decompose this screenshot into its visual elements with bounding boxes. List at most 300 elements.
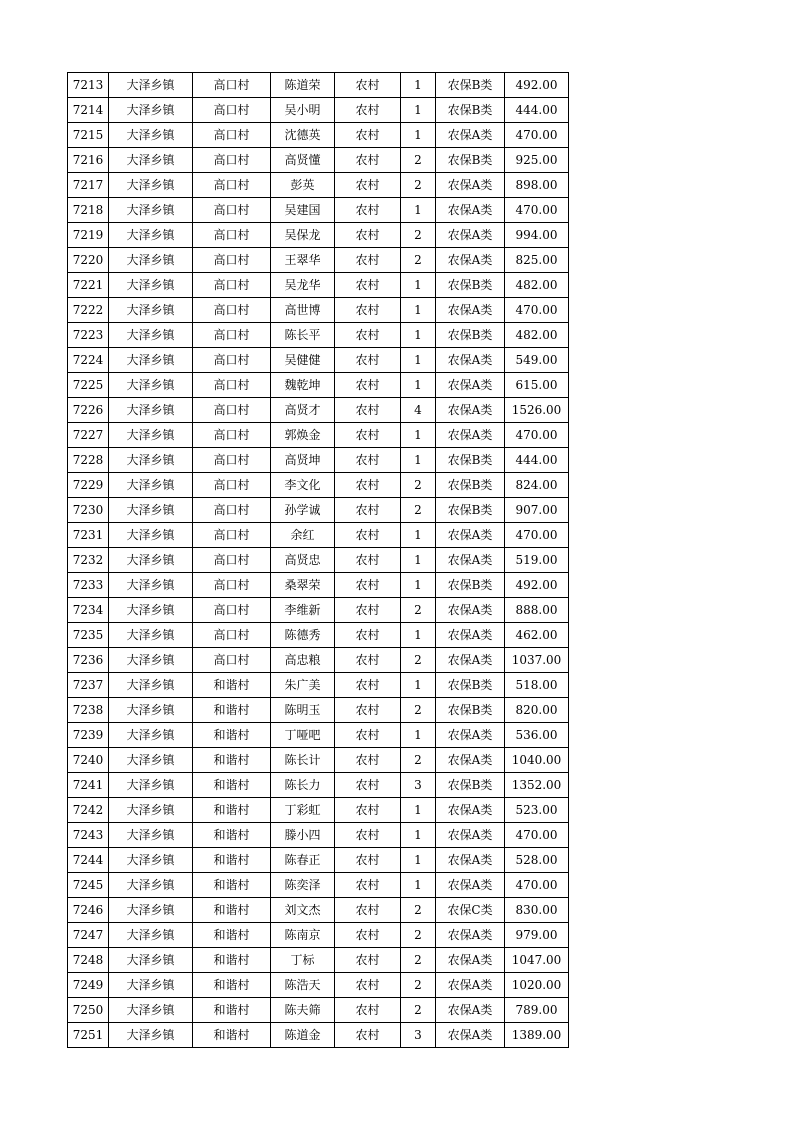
cell-amount: 1389.00 [505, 1023, 569, 1048]
table-row [68, 748, 569, 773]
cell-count: 1 [401, 573, 436, 598]
cell-count: 1 [401, 673, 436, 698]
cell-category: 农保B类 [436, 698, 505, 723]
cell-category: 农保A类 [436, 723, 505, 748]
cell-id: 7221 [68, 273, 109, 298]
cell-town: 大泽乡镇 [109, 223, 193, 248]
cell-amount: 1037.00 [505, 648, 569, 673]
cell-town: 大泽乡镇 [109, 148, 193, 173]
cell-id: 7220 [68, 248, 109, 273]
cell-amount: 470.00 [505, 823, 569, 848]
cell-count: 1 [401, 423, 436, 448]
cell-id: 7234 [68, 598, 109, 623]
cell-town: 大泽乡镇 [109, 798, 193, 823]
cell-name: 吴建国 [271, 198, 335, 223]
cell-town: 大泽乡镇 [109, 573, 193, 598]
cell-amount: 1040.00 [505, 748, 569, 773]
cell-name: 陈德秀 [271, 623, 335, 648]
cell-count: 1 [401, 198, 436, 223]
table-row [68, 873, 569, 898]
cell-category: 农保A类 [436, 173, 505, 198]
cell-amount: 470.00 [505, 523, 569, 548]
cell-name: 高贤懂 [271, 148, 335, 173]
cell-count: 2 [401, 948, 436, 973]
cell-count: 2 [401, 998, 436, 1023]
cell-type: 农村 [335, 748, 401, 773]
table-row [68, 948, 569, 973]
cell-name: 刘文杰 [271, 898, 335, 923]
cell-count: 2 [401, 898, 436, 923]
cell-amount: 482.00 [505, 323, 569, 348]
cell-village: 高口村 [193, 473, 271, 498]
cell-category: 农保A类 [436, 398, 505, 423]
cell-type: 农村 [335, 723, 401, 748]
cell-id: 7215 [68, 123, 109, 148]
cell-town: 大泽乡镇 [109, 648, 193, 673]
cell-id: 7218 [68, 198, 109, 223]
cell-amount: 492.00 [505, 73, 569, 98]
cell-name: 陈长计 [271, 748, 335, 773]
cell-name: 陈春正 [271, 848, 335, 873]
cell-town: 大泽乡镇 [109, 823, 193, 848]
cell-amount: 615.00 [505, 373, 569, 398]
cell-village: 高口村 [193, 548, 271, 573]
cell-category: 农保B类 [436, 148, 505, 173]
cell-name: 朱广美 [271, 673, 335, 698]
cell-town: 大泽乡镇 [109, 598, 193, 623]
cell-id: 7243 [68, 823, 109, 848]
cell-category: 农保C类 [436, 898, 505, 923]
cell-category: 农保B类 [436, 273, 505, 298]
cell-type: 农村 [335, 823, 401, 848]
cell-name: 李维新 [271, 598, 335, 623]
cell-type: 农村 [335, 498, 401, 523]
cell-amount: 444.00 [505, 448, 569, 473]
cell-town: 大泽乡镇 [109, 123, 193, 148]
cell-type: 农村 [335, 1023, 401, 1048]
table-row [68, 98, 569, 123]
cell-village: 高口村 [193, 423, 271, 448]
cell-count: 1 [401, 873, 436, 898]
cell-amount: 820.00 [505, 698, 569, 723]
cell-id: 7219 [68, 223, 109, 248]
cell-count: 1 [401, 798, 436, 823]
cell-village: 和谐村 [193, 773, 271, 798]
cell-type: 农村 [335, 448, 401, 473]
cell-amount: 523.00 [505, 798, 569, 823]
cell-name: 陈长力 [271, 773, 335, 798]
cell-count: 1 [401, 323, 436, 348]
cell-id: 7247 [68, 923, 109, 948]
table-row [68, 398, 569, 423]
cell-id: 7241 [68, 773, 109, 798]
cell-type: 农村 [335, 573, 401, 598]
cell-type: 农村 [335, 423, 401, 448]
cell-village: 和谐村 [193, 748, 271, 773]
cell-count: 4 [401, 398, 436, 423]
table-row [68, 598, 569, 623]
cell-type: 农村 [335, 198, 401, 223]
cell-town: 大泽乡镇 [109, 723, 193, 748]
cell-village: 高口村 [193, 73, 271, 98]
cell-name: 陈夫筛 [271, 998, 335, 1023]
cell-amount: 462.00 [505, 623, 569, 648]
cell-category: 农保B类 [436, 323, 505, 348]
cell-category: 农保A类 [436, 598, 505, 623]
cell-town: 大泽乡镇 [109, 1023, 193, 1048]
cell-type: 农村 [335, 773, 401, 798]
cell-count: 3 [401, 1023, 436, 1048]
cell-category: 农保B类 [436, 473, 505, 498]
cell-town: 大泽乡镇 [109, 298, 193, 323]
table-row [68, 423, 569, 448]
cell-town: 大泽乡镇 [109, 248, 193, 273]
cell-type: 农村 [335, 273, 401, 298]
cell-amount: 482.00 [505, 273, 569, 298]
cell-village: 和谐村 [193, 948, 271, 973]
table-row [68, 723, 569, 748]
cell-id: 7238 [68, 698, 109, 723]
table-row [68, 648, 569, 673]
cell-name: 陈明玉 [271, 698, 335, 723]
cell-type: 农村 [335, 798, 401, 823]
cell-type: 农村 [335, 323, 401, 348]
cell-town: 大泽乡镇 [109, 523, 193, 548]
cell-type: 农村 [335, 223, 401, 248]
cell-amount: 518.00 [505, 673, 569, 698]
cell-category: 农保A类 [436, 548, 505, 573]
cell-count: 2 [401, 248, 436, 273]
cell-category: 农保B类 [436, 773, 505, 798]
table-row [68, 373, 569, 398]
cell-village: 高口村 [193, 498, 271, 523]
cell-name: 陈道荣 [271, 73, 335, 98]
cell-category: 农保A类 [436, 348, 505, 373]
cell-count: 2 [401, 748, 436, 773]
cell-town: 大泽乡镇 [109, 98, 193, 123]
cell-type: 农村 [335, 898, 401, 923]
cell-category: 农保A类 [436, 298, 505, 323]
cell-amount: 824.00 [505, 473, 569, 498]
cell-village: 高口村 [193, 98, 271, 123]
cell-type: 农村 [335, 673, 401, 698]
cell-category: 农保A类 [436, 423, 505, 448]
cell-amount: 470.00 [505, 423, 569, 448]
cell-count: 2 [401, 173, 436, 198]
cell-name: 孙学诚 [271, 498, 335, 523]
cell-type: 农村 [335, 923, 401, 948]
cell-name: 吴小明 [271, 98, 335, 123]
cell-name: 吴健健 [271, 348, 335, 373]
cell-count: 2 [401, 148, 436, 173]
cell-name: 高忠粮 [271, 648, 335, 673]
cell-type: 农村 [335, 973, 401, 998]
cell-village: 高口村 [193, 523, 271, 548]
cell-count: 1 [401, 448, 436, 473]
cell-id: 7244 [68, 848, 109, 873]
cell-amount: 549.00 [505, 348, 569, 373]
cell-name: 沈德英 [271, 123, 335, 148]
cell-village: 和谐村 [193, 973, 271, 998]
cell-village: 和谐村 [193, 923, 271, 948]
cell-amount: 492.00 [505, 573, 569, 598]
cell-category: 农保B类 [436, 498, 505, 523]
cell-name: 王翠华 [271, 248, 335, 273]
table-row [68, 73, 569, 98]
cell-category: 农保A类 [436, 848, 505, 873]
cell-id: 7216 [68, 148, 109, 173]
cell-town: 大泽乡镇 [109, 73, 193, 98]
cell-id: 7245 [68, 873, 109, 898]
cell-village: 高口村 [193, 123, 271, 148]
cell-count: 1 [401, 823, 436, 848]
cell-id: 7251 [68, 1023, 109, 1048]
table-row [68, 973, 569, 998]
cell-town: 大泽乡镇 [109, 698, 193, 723]
cell-id: 7214 [68, 98, 109, 123]
table-row [68, 548, 569, 573]
cell-category: 农保A类 [436, 923, 505, 948]
cell-category: 农保A类 [436, 973, 505, 998]
cell-type: 农村 [335, 73, 401, 98]
cell-category: 农保A类 [436, 798, 505, 823]
table-row [68, 323, 569, 348]
table-row [68, 273, 569, 298]
cell-type: 农村 [335, 523, 401, 548]
cell-count: 1 [401, 523, 436, 548]
cell-name: 高贤忠 [271, 548, 335, 573]
cell-amount: 979.00 [505, 923, 569, 948]
cell-name: 高贤才 [271, 398, 335, 423]
cell-town: 大泽乡镇 [109, 273, 193, 298]
cell-amount: 1020.00 [505, 973, 569, 998]
cell-category: 农保A类 [436, 523, 505, 548]
table-row [68, 773, 569, 798]
cell-amount: 907.00 [505, 498, 569, 523]
cell-town: 大泽乡镇 [109, 373, 193, 398]
cell-village: 高口村 [193, 648, 271, 673]
cell-village: 和谐村 [193, 673, 271, 698]
cell-village: 和谐村 [193, 848, 271, 873]
cell-name: 吴龙华 [271, 273, 335, 298]
cell-type: 农村 [335, 848, 401, 873]
cell-type: 农村 [335, 873, 401, 898]
cell-category: 农保B类 [436, 448, 505, 473]
cell-town: 大泽乡镇 [109, 898, 193, 923]
cell-type: 农村 [335, 698, 401, 723]
cell-name: 陈浩天 [271, 973, 335, 998]
cell-village: 高口村 [193, 198, 271, 223]
cell-count: 1 [401, 548, 436, 573]
cell-count: 2 [401, 598, 436, 623]
cell-type: 农村 [335, 548, 401, 573]
cell-village: 和谐村 [193, 823, 271, 848]
cell-name: 魏乾坤 [271, 373, 335, 398]
cell-count: 1 [401, 123, 436, 148]
cell-amount: 1352.00 [505, 773, 569, 798]
cell-category: 农保A类 [436, 948, 505, 973]
cell-town: 大泽乡镇 [109, 998, 193, 1023]
cell-name: 吴保龙 [271, 223, 335, 248]
cell-village: 和谐村 [193, 798, 271, 823]
cell-village: 高口村 [193, 348, 271, 373]
cell-id: 7223 [68, 323, 109, 348]
table-row [68, 473, 569, 498]
cell-name: 陈长平 [271, 323, 335, 348]
cell-town: 大泽乡镇 [109, 398, 193, 423]
cell-category: 农保A类 [436, 873, 505, 898]
cell-name: 丁彩虹 [271, 798, 335, 823]
table-row [68, 923, 569, 948]
cell-town: 大泽乡镇 [109, 848, 193, 873]
cell-amount: 470.00 [505, 198, 569, 223]
table-row [68, 123, 569, 148]
cell-type: 农村 [335, 298, 401, 323]
cell-village: 和谐村 [193, 1023, 271, 1048]
cell-id: 7246 [68, 898, 109, 923]
table-row [68, 623, 569, 648]
cell-name: 滕小四 [271, 823, 335, 848]
cell-count: 2 [401, 223, 436, 248]
cell-count: 3 [401, 773, 436, 798]
cell-category: 农保A类 [436, 223, 505, 248]
cell-amount: 470.00 [505, 298, 569, 323]
cell-id: 7242 [68, 798, 109, 823]
cell-type: 农村 [335, 398, 401, 423]
cell-village: 高口村 [193, 323, 271, 348]
cell-type: 农村 [335, 248, 401, 273]
cell-id: 7213 [68, 73, 109, 98]
cell-id: 7230 [68, 498, 109, 523]
cell-category: 农保A类 [436, 823, 505, 848]
cell-id: 7237 [68, 673, 109, 698]
cell-town: 大泽乡镇 [109, 198, 193, 223]
cell-type: 农村 [335, 998, 401, 1023]
cell-amount: 830.00 [505, 898, 569, 923]
cell-type: 农村 [335, 98, 401, 123]
cell-amount: 789.00 [505, 998, 569, 1023]
cell-type: 农村 [335, 348, 401, 373]
cell-village: 高口村 [193, 298, 271, 323]
cell-id: 7226 [68, 398, 109, 423]
cell-category: 农保A类 [436, 623, 505, 648]
cell-count: 1 [401, 723, 436, 748]
cell-count: 1 [401, 348, 436, 373]
cell-id: 7217 [68, 173, 109, 198]
table-row [68, 498, 569, 523]
cell-id: 7249 [68, 973, 109, 998]
cell-village: 高口村 [193, 373, 271, 398]
cell-amount: 528.00 [505, 848, 569, 873]
cell-count: 2 [401, 698, 436, 723]
cell-amount: 519.00 [505, 548, 569, 573]
cell-town: 大泽乡镇 [109, 748, 193, 773]
cell-type: 农村 [335, 648, 401, 673]
cell-village: 高口村 [193, 448, 271, 473]
table-row [68, 798, 569, 823]
cell-type: 农村 [335, 173, 401, 198]
cell-type: 农村 [335, 473, 401, 498]
cell-village: 高口村 [193, 173, 271, 198]
cell-id: 7239 [68, 723, 109, 748]
table-row [68, 348, 569, 373]
cell-amount: 898.00 [505, 173, 569, 198]
cell-village: 高口村 [193, 273, 271, 298]
cell-name: 桑翠荣 [271, 573, 335, 598]
cell-name: 高贤坤 [271, 448, 335, 473]
cell-count: 2 [401, 923, 436, 948]
cell-town: 大泽乡镇 [109, 948, 193, 973]
cell-category: 农保B类 [436, 673, 505, 698]
table-row [68, 898, 569, 923]
cell-town: 大泽乡镇 [109, 348, 193, 373]
table-row [68, 198, 569, 223]
cell-category: 农保A类 [436, 123, 505, 148]
table-row [68, 523, 569, 548]
cell-village: 高口村 [193, 398, 271, 423]
cell-village: 高口村 [193, 623, 271, 648]
cell-town: 大泽乡镇 [109, 973, 193, 998]
table-row [68, 573, 569, 598]
cell-village: 高口村 [193, 598, 271, 623]
cell-town: 大泽乡镇 [109, 173, 193, 198]
cell-name: 李文化 [271, 473, 335, 498]
cell-town: 大泽乡镇 [109, 923, 193, 948]
cell-town: 大泽乡镇 [109, 548, 193, 573]
cell-type: 农村 [335, 148, 401, 173]
cell-type: 农村 [335, 623, 401, 648]
cell-town: 大泽乡镇 [109, 423, 193, 448]
roster-table [67, 72, 569, 1048]
cell-category: 农保A类 [436, 748, 505, 773]
cell-count: 1 [401, 73, 436, 98]
cell-amount: 925.00 [505, 148, 569, 173]
cell-amount: 994.00 [505, 223, 569, 248]
cell-category: 农保A类 [436, 998, 505, 1023]
cell-amount: 888.00 [505, 598, 569, 623]
cell-count: 1 [401, 298, 436, 323]
cell-name: 丁标 [271, 948, 335, 973]
cell-id: 7231 [68, 523, 109, 548]
cell-count: 1 [401, 273, 436, 298]
cell-id: 7232 [68, 548, 109, 573]
cell-category: 农保B类 [436, 573, 505, 598]
cell-town: 大泽乡镇 [109, 873, 193, 898]
cell-count: 1 [401, 98, 436, 123]
cell-amount: 470.00 [505, 123, 569, 148]
cell-town: 大泽乡镇 [109, 448, 193, 473]
cell-name: 郭焕金 [271, 423, 335, 448]
cell-name: 丁哑吧 [271, 723, 335, 748]
cell-village: 和谐村 [193, 898, 271, 923]
cell-id: 7225 [68, 373, 109, 398]
cell-category: 农保A类 [436, 198, 505, 223]
cell-id: 7233 [68, 573, 109, 598]
cell-count: 2 [401, 473, 436, 498]
cell-town: 大泽乡镇 [109, 673, 193, 698]
cell-name: 陈南京 [271, 923, 335, 948]
cell-amount: 825.00 [505, 248, 569, 273]
cell-amount: 536.00 [505, 723, 569, 748]
cell-amount: 1047.00 [505, 948, 569, 973]
cell-category: 农保A类 [436, 1023, 505, 1048]
cell-category: 农保A类 [436, 373, 505, 398]
table-row [68, 998, 569, 1023]
table-row [68, 1023, 569, 1048]
table-row [68, 298, 569, 323]
cell-type: 农村 [335, 123, 401, 148]
cell-type: 农村 [335, 948, 401, 973]
